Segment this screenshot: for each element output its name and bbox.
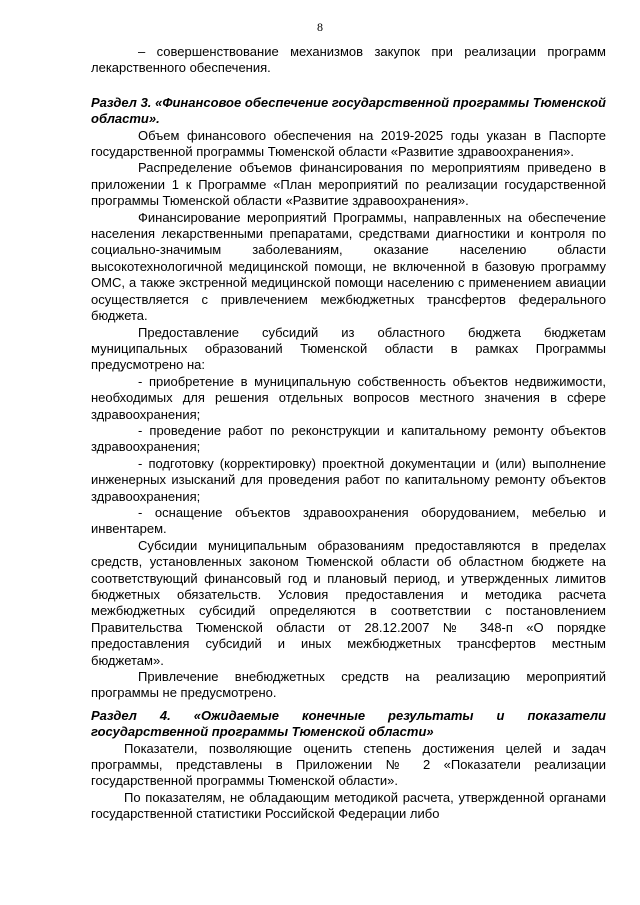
section-3-heading: Раздел 3. «Финансовое обеспечение государственной программы Тюменской области». [91, 94, 606, 127]
paragraph: Распределение объемов финансирования по мероприятиям приведено в приложении 1 к Программе «План мероприятий по реализации государственной программы Тюменской области «Развитие здравоохранения». [91, 160, 606, 209]
list-item: - подготовку (корректировку) проектной документации и (или) выполнение инженерных изысканий для проведения работ по капитальному ремонту объектов здравоохранения; [91, 455, 606, 504]
section-4-heading: Раздел 4. «Ожидаемые конечные результаты и показатели государственной программы Тюменской области» [91, 707, 606, 740]
page-content [91, 44, 606, 823]
paragraph: Финансирование мероприятий Программы, направленных на обеспечение населения лекарственными препаратами, средствами диагностики и контроля по социально-значимым заболеваниям, оказание населению области высокотехнологичной медицинской помощи, не включенной в базовую программу ОМС, а также экстренной медицинской помощи населению с применением авиации осуществляется с привлечением межбюджетных трансфертов федерального бюджета. [91, 209, 606, 324]
paragraph: Показатели, позволяющие оценить степень достижения целей и задач программы, представлены в Приложении № 2 «Показатели реализации государственной программы Тюменской области». [91, 740, 606, 789]
paragraph: Предоставление субсидий из областного бюджета бюджетам муниципальных образований Тюменской области в рамках Программы предусмотрено на: [91, 324, 606, 373]
paragraph: По показателям, не обладающим методикой расчета, утвержденной органами государственной статистики Российской Федерации либо [91, 789, 606, 822]
paragraph: Субсидии муниципальным образованиям предоставляются в пределах средств, установленных законом Тюменской области об областном бюджете на соответствующий финансовый год и плановый период, и утвержденных лимитов бюджетных обязательств. Условия предоставления и методика расчета межбюджетных субсидий определяются в соответствии с постановлением Правительства Тюменской области от 28.12.2007 № 348-п «О порядке предоставления субсидий и иных межбюджетных трансфертов местным бюджетам». [91, 537, 606, 668]
paragraph: – совершенствование механизмов закупок при реализации программ лекарственного обеспечения. [91, 44, 606, 76]
list-item: - приобретение в муниципальную собственность объектов недвижимости, необходимых для решения отдельных вопросов местного значения в сфере здравоохранения; [91, 373, 606, 422]
list-item: - проведение работ по реконструкции и капитальному ремонту объектов здравоохранения; [91, 422, 606, 455]
page-number: 8 [317, 20, 323, 34]
paragraph: Объем финансового обеспечения на 2019-2025 годы указан в Паспорте государственной программы Тюменской области «Развитие здравоохранения». [91, 127, 606, 160]
paragraph: Привлечение внебюджетных средств на реализацию мероприятий программы не предусмотрено. [91, 669, 606, 701]
list-item: - оснащение объектов здравоохранения оборудованием, мебелью и инвентарем. [91, 504, 606, 537]
